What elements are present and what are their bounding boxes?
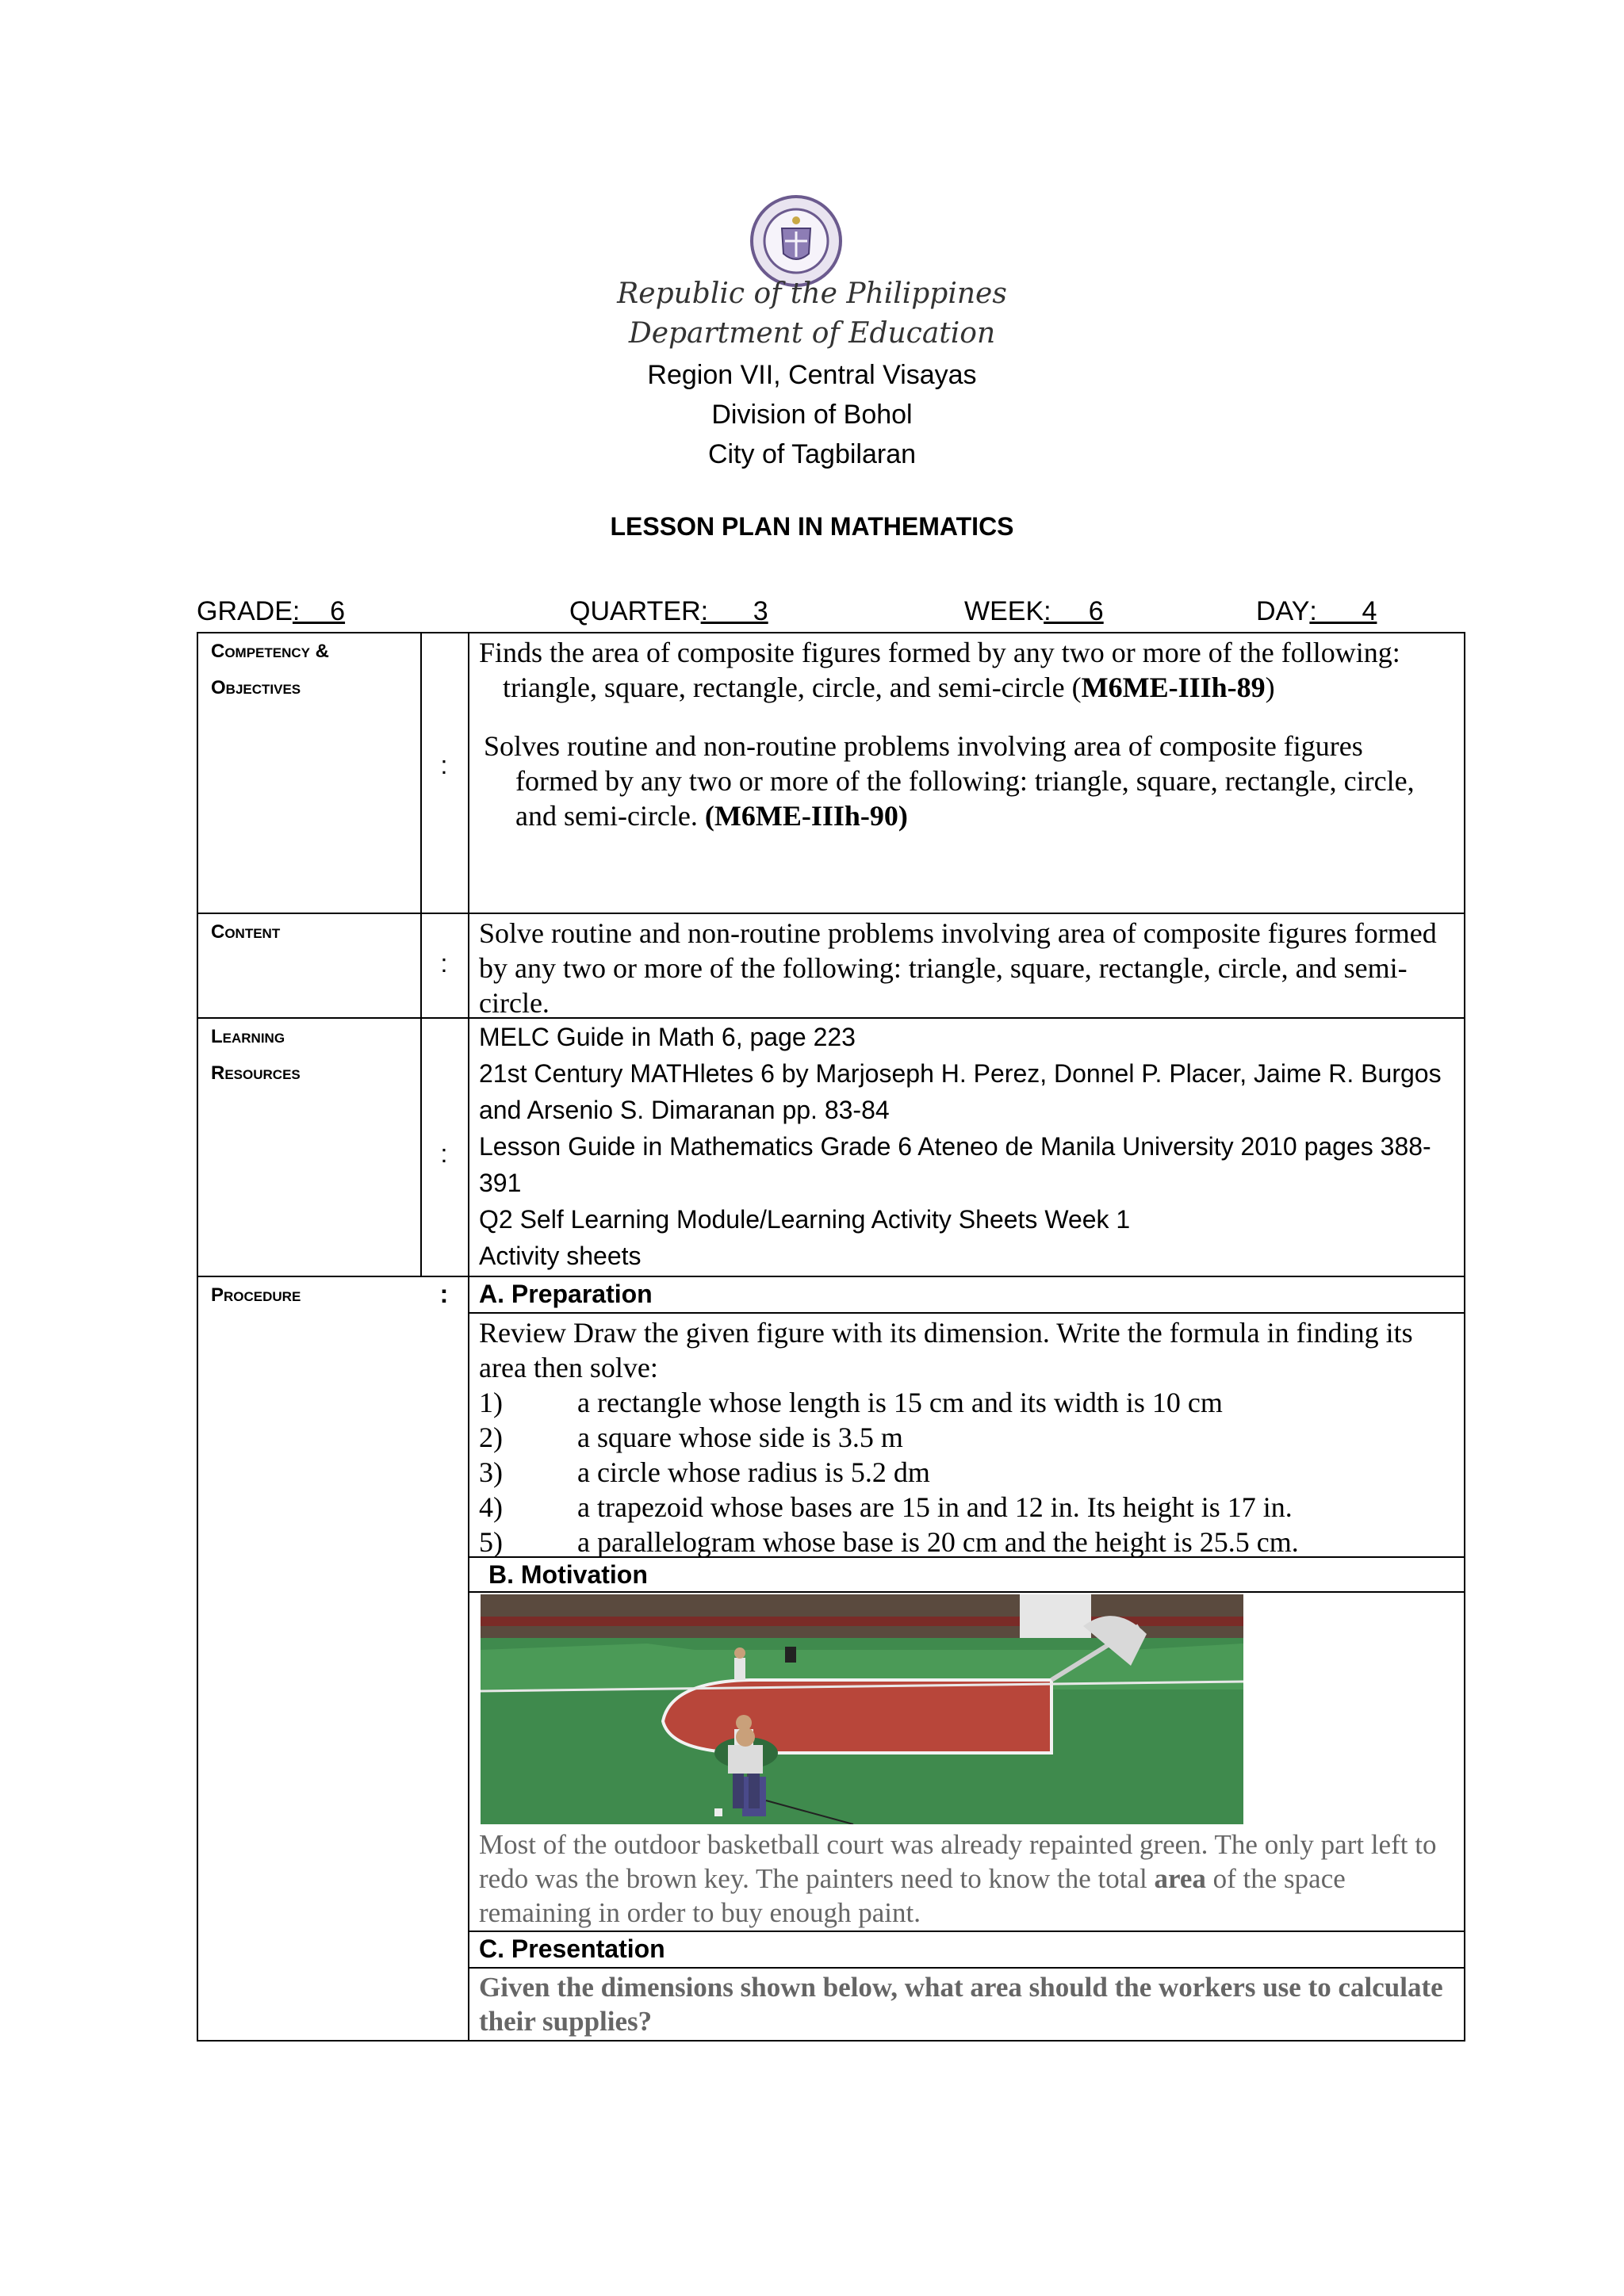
objective-1-code: M6ME-IIIh-89 (1081, 672, 1266, 703)
presentation-title: C. Presentation (479, 1934, 665, 1963)
preparation-title: A. Preparation (479, 1280, 653, 1308)
review-item-2 (479, 1420, 1454, 1455)
grade-value: : 6 (292, 596, 346, 626)
content-text: Solve routine and non-routine problems involving area of composite figures formed by any two or more of the following: triangle, square, rectangle, circle, and semi-circle. (479, 917, 1437, 1019)
procedure-label (197, 1276, 420, 1314)
resources-list (479, 1019, 1454, 1274)
resource-item: 21st Century MATHletes 6 by Marjoseph H. Perez, Donnel P. Placer, Jaime R. Burgos and Arsenio S. Dimaranan pp. 83-84 (479, 1059, 1442, 1124)
resource-item: Q2 Self Learning Module/Learning Activity Sheets Week 1 (479, 1205, 1131, 1234)
competency-label-line1: Competency & (211, 641, 330, 662)
review-instructions: Review Draw the given figure with its dimension. Write the formula in finding its area then solve: (479, 1317, 1413, 1383)
content-label (197, 913, 420, 951)
colon-column-right (468, 632, 469, 2041)
objective-1-text: Finds the area of composite figures formed by any two or more of the following: triangle, square, rectangle, circle, and semi-circle ( (479, 637, 1400, 703)
row-divider (468, 1312, 1465, 1314)
resources-label (197, 1017, 420, 1092)
resource-item: Lesson Guide in Mathematics Grade 6 Ateneo de Manila University 2010 pages 388-391 (479, 1132, 1431, 1197)
basketball-court-photo (481, 1594, 1243, 1824)
procedure-colon: : (439, 1280, 449, 1308)
quarter-field (569, 596, 768, 627)
page-title: LESSON PLAN IN MATHEMATICS (610, 512, 1014, 541)
objective-2-text: Solves routine and non-routine problems involving area of composite figures formed by any two or more of the following: triangle, square, rectangle, circle, and semi-circle. (484, 730, 1415, 832)
objective-2-code: (M6ME-IIIh-90) (704, 800, 908, 832)
row-divider (468, 1967, 1465, 1969)
day-value: : 4 (1309, 596, 1377, 626)
motivation-text-part1: Most of the outdoor basketball court was already repainted green. The only part left to redo was the brown key. The painters need to know the total (479, 1829, 1437, 1894)
objective-1 (479, 635, 1451, 705)
week-value: : 6 (1044, 596, 1104, 626)
header-department: Department of Education (628, 317, 996, 350)
review-item-4 (479, 1490, 1454, 1525)
review-item-number: 3) (479, 1456, 503, 1488)
review-item-number: 4) (479, 1491, 503, 1523)
table-border-right (1464, 632, 1465, 2041)
resource-item: Activity sheets (479, 1242, 642, 1270)
resource-item: MELC Guide in Math 6, page 223 (479, 1023, 856, 1051)
competency-label (197, 632, 420, 706)
content-label-text: Content (211, 921, 281, 943)
competency-colon: : (440, 751, 448, 779)
review-item-text: a circle whose radius is 5.2 dm (577, 1456, 930, 1488)
motivation-title: B. Motivation (488, 1560, 648, 1589)
motivation-text-part2: of the space remaining in order to buy enough paint. (479, 1863, 1346, 1928)
review-item-1 (479, 1385, 1454, 1420)
review-item-5 (479, 1525, 1454, 1559)
resources-label-line1: Learning (211, 1026, 285, 1047)
quarter-value: : 3 (700, 596, 768, 626)
content-colon: : (440, 949, 448, 978)
competency-label-line2: Objectives (211, 677, 301, 698)
objective-2 (479, 729, 1451, 833)
header-republic: Republic of the Philippines (617, 277, 1007, 310)
procedure-label-text: Procedure (211, 1284, 301, 1306)
day-field (1256, 596, 1377, 627)
review-item-3 (479, 1455, 1454, 1490)
review-item-number: 2) (479, 1422, 503, 1453)
week-field (964, 596, 1107, 627)
resources-colon: : (440, 1139, 448, 1168)
motivation-text-bold: area (1154, 1863, 1206, 1894)
week-label: WEEK (964, 596, 1044, 626)
table-border-left (197, 632, 198, 2041)
review-item-text: a trapezoid whose bases are 15 in and 12 in. Its height is 17 in. (577, 1491, 1293, 1523)
resources-label-line2: Resources (211, 1062, 301, 1084)
review-item-text: a parallelogram whose base is 20 cm and the height is 25.5 cm. (577, 1526, 1299, 1558)
motivation-text (479, 1827, 1459, 1930)
quarter-label: QUARTER (569, 596, 701, 626)
header-region: Region VII, Central Visayas (647, 360, 977, 390)
review-item-number: 1) (479, 1387, 503, 1418)
header-division: Division of Bohol (711, 400, 913, 430)
presentation-text: Given the dimensions shown below, what area should the workers use to calculate their supplies? (479, 1972, 1443, 2037)
competency-objectives (479, 635, 1451, 833)
objective-1-end: ) (1265, 672, 1275, 703)
grade-field (197, 596, 348, 627)
review-item-text: a square whose side is 3.5 m (577, 1422, 903, 1453)
review-item-text: a rectangle whose length is 15 cm and its width is 10 cm (577, 1387, 1223, 1418)
header-city: City of Tagbilaran (707, 439, 917, 469)
day-label: DAY (1256, 596, 1310, 626)
table-border-bottom (197, 2040, 1465, 2042)
lesson-table (197, 632, 1465, 2040)
review-section (479, 1315, 1454, 1559)
review-item-number: 5) (479, 1526, 503, 1558)
grade-label: GRADE (197, 596, 293, 626)
